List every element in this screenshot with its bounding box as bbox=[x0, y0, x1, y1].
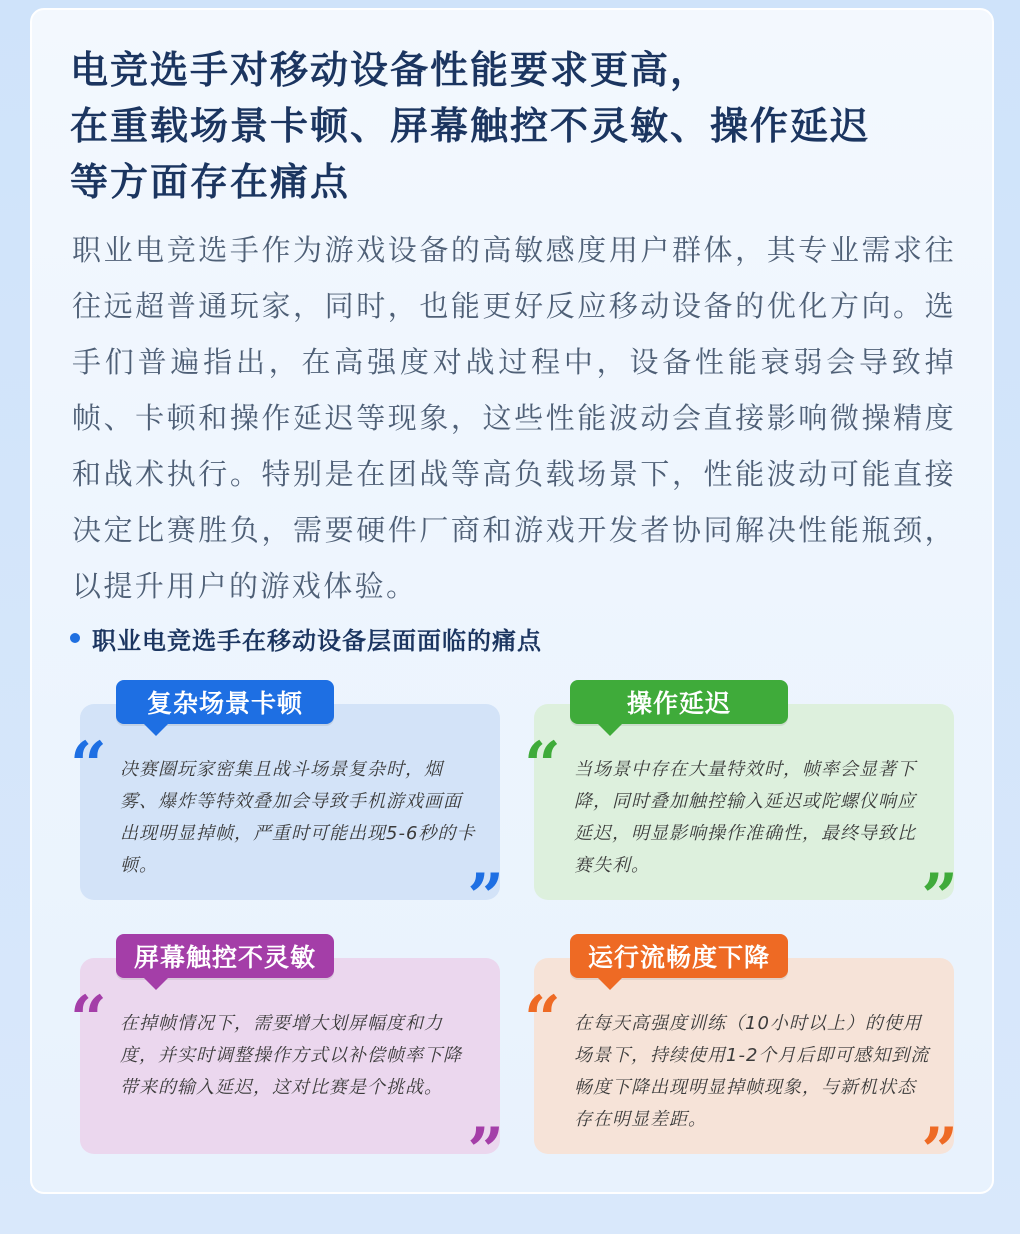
card-tag: 复杂场景卡顿 bbox=[116, 680, 334, 724]
close-quote-icon: ” bbox=[467, 860, 504, 935]
close-quote-icon: ” bbox=[921, 860, 958, 935]
open-quote-icon: “ bbox=[70, 982, 107, 1057]
headline-line-3: 等方面存在痛点 bbox=[70, 160, 351, 204]
card-text: 决赛圈玩家密集且战斗场景复杂时，烟雾、爆炸等特效叠加会导致手机游戏画面出现明显掉帧，严重时可能出现5-6秒的卡顿。 bbox=[120, 759, 476, 876]
open-quote-icon: “ bbox=[524, 982, 561, 1057]
card-tag: 屏幕触控不灵敏 bbox=[116, 934, 334, 978]
close-quote-icon: ” bbox=[467, 1114, 504, 1189]
pain-point-card-latency bbox=[524, 689, 958, 935]
open-quote-icon: “ bbox=[524, 728, 561, 803]
headline-line-1: 电竞选手对移动设备性能要求更高， bbox=[70, 48, 711, 92]
headline bbox=[70, 42, 950, 210]
bullet-dot-icon bbox=[70, 633, 80, 643]
pain-point-card-touch bbox=[70, 943, 504, 1189]
headline-line-2: 在重载场景卡顿、屏幕触控不灵敏、操作延迟 bbox=[70, 104, 871, 148]
pain-point-card-lag bbox=[70, 689, 504, 935]
card-text: 当场景中存在大量特效时，帧率会显著下降，同时叠加触控输入延迟或陀螺仪响应延迟，明显影响操作准确性，最终导致比赛失利。 bbox=[574, 759, 916, 876]
close-quote-icon: ” bbox=[921, 1114, 958, 1189]
card-text: 在每天高强度训练（10小时以上）的使用场景下，持续使用1-2个月后即可感知到流畅度下降出现明显掉帧现象，与新机状态存在明显差距。 bbox=[574, 1013, 930, 1130]
section-heading bbox=[70, 620, 542, 656]
section-title: 职业电竞选手在移动设备层面面临的痛点 bbox=[92, 626, 542, 655]
card-tag: 操作延迟 bbox=[570, 680, 788, 724]
open-quote-icon: “ bbox=[70, 728, 107, 803]
pain-point-card-smoothness bbox=[524, 943, 958, 1189]
card-text: 在掉帧情况下，需要增大划屏幅度和力度，并实时调整操作方式以补偿帧率下降带来的输入延迟，这对比赛是个挑战。 bbox=[120, 1013, 462, 1098]
body-paragraph: 职业电竞选手作为游戏设备的高敏感度用户群体，其专业需求往往远超普通玩家，同时，也能更好反应移动设备的优化方向。选手们普遍指出，在高强度对战过程中，设备性能衰弱会导致掉帧、卡顿和操作延迟等现象，这些性能波动会直接影响微操精度和战术执行。特别是在团战等高负载场景下，性能波动可能直接决定比赛胜负，需要硬件厂商和游戏开发者协同解决性能瓶颈，以提升用户的游戏体验。 bbox=[72, 233, 956, 603]
card-tag: 运行流畅度下降 bbox=[570, 934, 788, 978]
